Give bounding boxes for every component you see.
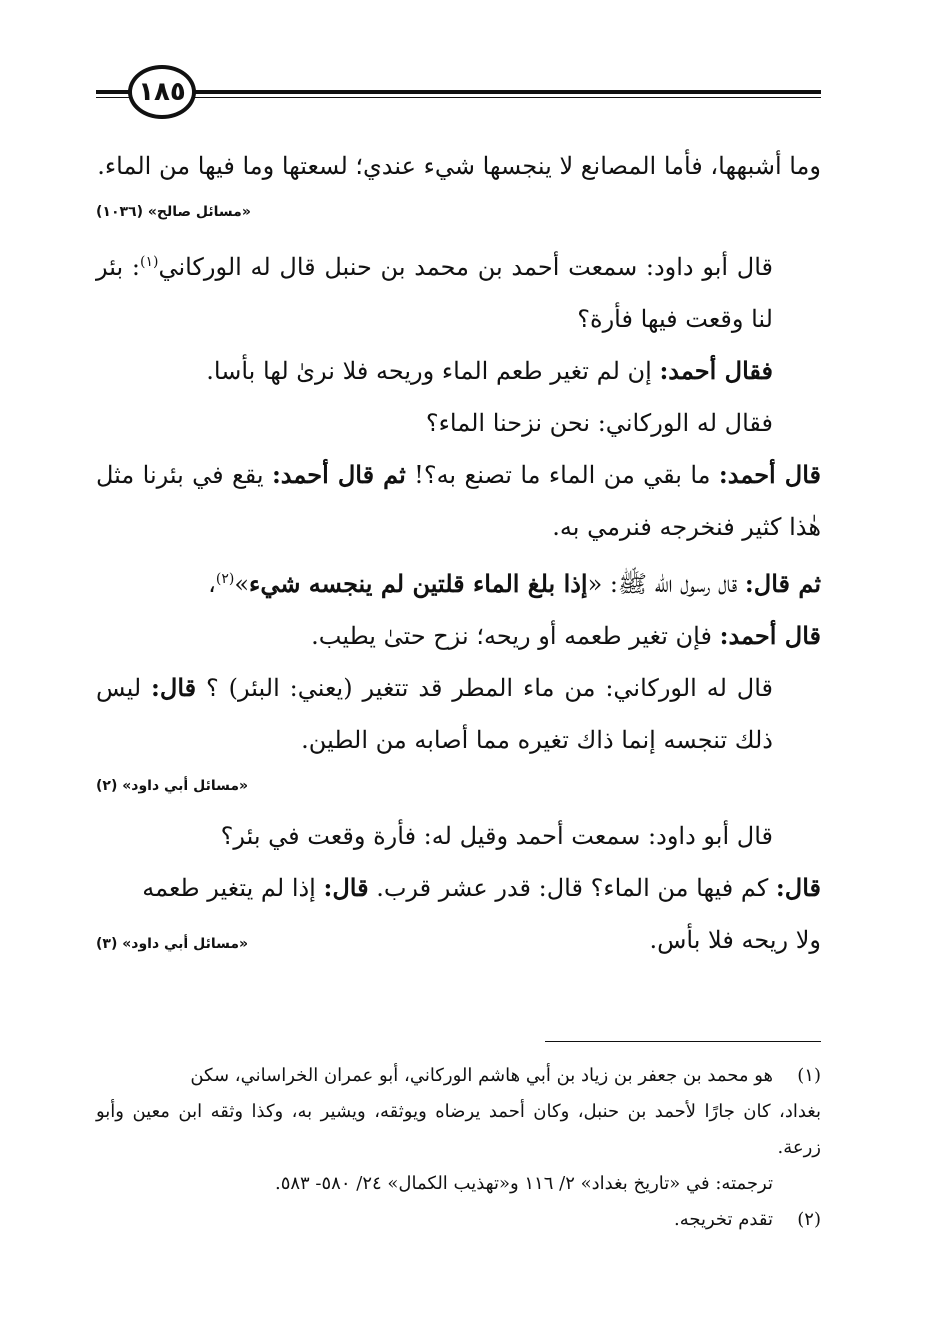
source-reference-1: «مسائل صالح» (١٠٣٦) xyxy=(96,204,251,220)
page-number: ١٨٥ xyxy=(128,65,196,119)
header-rule-thick xyxy=(96,90,821,94)
paragraph-1: وما أشبهها، فأما المصانع لا ينجسها شيء عندي؛ لسعتها وما فيها من الماء. xyxy=(97,152,821,180)
header-rule-thin xyxy=(96,97,821,98)
paragraph-3: فقال أحمد: إن لم تغير طعم الماء وريحه فلا نرىٰ لها بأسا. xyxy=(206,356,773,385)
paragraph-8: قال له الوركاني: من ماء المطر قد تتغير (يعني: البئر) ؟ قال: ليس ذلك تنجسه إنما ذاك تغيره مما أصابه من الطين. xyxy=(96,673,773,754)
footnote-1-continuation: بغداد، كان جارًا لأحمد بن حنبل، وكان أحمد يرضاه ويوثقه، ويشير به، وكذا وثقه ابن معين وأبو زرعة. xyxy=(96,1101,821,1158)
main-text xyxy=(96,140,821,970)
footnote-1-number: (١) xyxy=(797,1065,821,1086)
paragraph-10: قال: كم فيها من الماء؟ قال: قدر عشر قرب. قال: إذا لم يتغير طعمه xyxy=(142,873,821,902)
paragraph-5: قال أحمد: ما بقي من الماء ما تصنع به؟! ثم قال أحمد: يقع في بئرنا مثل هٰذا كثير فنخرجه فنرمي به. xyxy=(96,460,822,541)
paragraph-7: قال أحمد: فإن تغير طعمه أو ريحه؛ نزح حتىٰ يطيب. xyxy=(311,621,821,650)
footnote-1: (١)هو محمد بن جعفر بن زياد بن أبي هاشم الوركاني، أبو عمران الخراساني، سكن xyxy=(96,1058,821,1094)
footnote-marker-2: (٢) xyxy=(215,571,235,587)
paragraph-2: قال أبو داود: سمعت أحمد بن محمد بن حنبل قال له الوركاني$^{(١)}$: بئر لنا وقعت فيها فأرة؟ xyxy=(96,253,774,333)
footnote-1-source: ترجمته: في «تاريخ بغداد» ٢/ ١١٦ و«تهذيب الكمال» ٢٤/ ٥٨٠- ٥٨٣. xyxy=(274,1173,773,1194)
footnote-2: (٢)تقدم تخريجه. xyxy=(96,1202,821,1238)
paragraph-4: فقال له الوركاني: نحن نزحنا الماء؟ xyxy=(425,409,773,437)
paragraph-10-last-line: ولا ريحه فلا بأس. «مسائل أبي داود» (٣) xyxy=(96,914,821,970)
footnote-separator xyxy=(545,1041,821,1042)
source-reference-2: «مسائل أبي داود» (٢) xyxy=(96,778,249,794)
source-reference-3: «مسائل أبي داود» (٣) xyxy=(96,936,249,952)
footnote-marker-1: (١) xyxy=(139,254,159,270)
page-header xyxy=(96,62,821,122)
paragraph-6: ثم قال: قال رسول الله ﷺ: «إذا بلغ الماء قلتين لم ينجسه شيء»$^{(٢)}$، xyxy=(208,569,821,598)
footnote-2-number: (٢) xyxy=(797,1209,821,1230)
footnotes xyxy=(96,1058,821,1238)
paragraph-9: قال أبو داود: سمعت أحمد وقيل له: فأرة وقعت في بئر؟ xyxy=(220,822,773,850)
